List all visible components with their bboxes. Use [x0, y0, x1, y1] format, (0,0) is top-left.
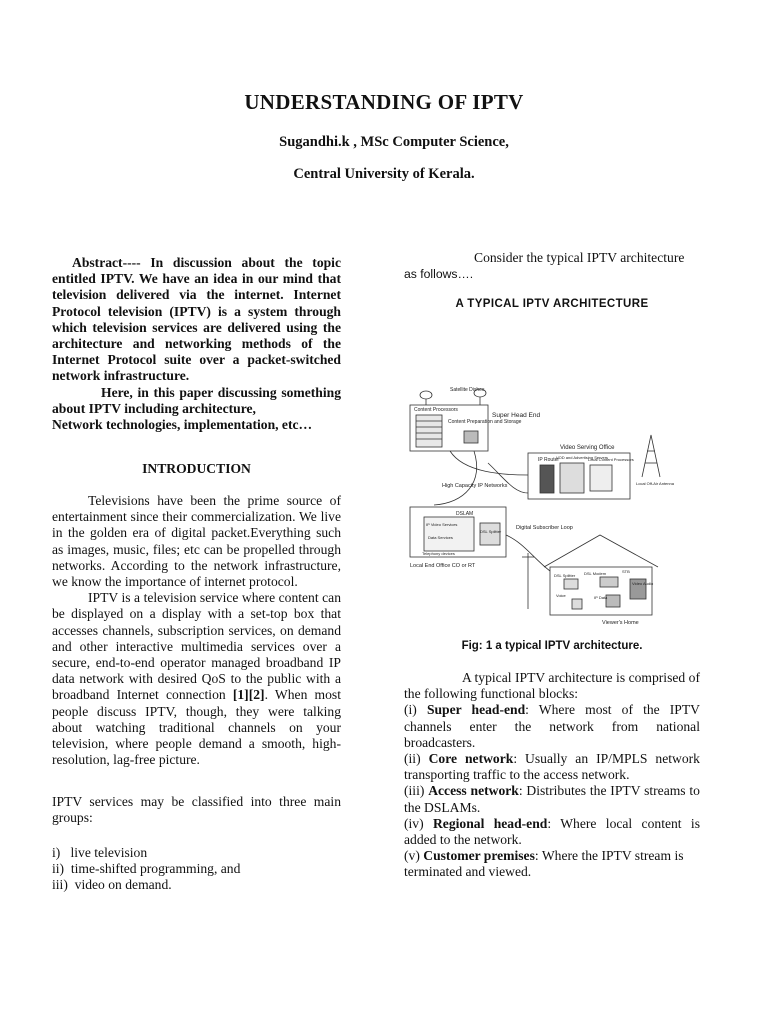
architecture-intro-line: Consider the typical IPTV architecture [474, 250, 685, 265]
figure-label-content-prep: Content Preparation and Storage [448, 419, 522, 425]
abstract-paragraph-3: Network technologies, implementation, etc… [52, 417, 313, 433]
block-item [404, 816, 700, 848]
intro-p2-text: IPTV is a television service where content can be displayed on a display with a set-top box that accesses channels, subscription services, on demand and other interactive multimedia services over a secure, end-to-end operator managed broadband IP data network with desired QoS to the public with a broadband Internet connection [52, 590, 341, 703]
abstract-section [52, 255, 341, 433]
architecture-blocks [404, 670, 700, 881]
figure-label-super-head-end: Super Head End [492, 412, 541, 419]
abstract-paragraph: Abstract---- In discussion about the topic entitled IPTV. We have an idea in our mind that television delivered via the internet. Internet Protocol television (IPTV) is a system through which television services are delivered using the architecture and networking methods of the Internet Protocol suite over a packet-switched network infrastructure. [52, 255, 341, 384]
figure-label-video-audio: Video Audio [632, 581, 654, 586]
block-item-term: Access network [428, 783, 519, 799]
intro-paragraph-2 [52, 590, 341, 768]
figure-label-voice: Voice [556, 593, 566, 598]
figure-label-ip-video: IP Video Services [426, 522, 458, 527]
figure-label-telephony: Telephony devices [422, 551, 455, 556]
block-item-term: Core network [428, 751, 514, 767]
block-item-prefix: (iii) [404, 783, 429, 799]
block-item-desc: : Where local content is added to the network. [404, 815, 700, 848]
block-item-desc: : Distributes the IPTV streams to the DSLAMs. [404, 783, 700, 815]
figure-label-high-capacity: High Capacity IP Networks [442, 483, 508, 489]
iptv-architecture-figure [404, 383, 700, 628]
architecture-intro-sans: as follows…. [404, 267, 474, 282]
intro-p2-text-end: . When most people discuss IPTV, though, they were talking about watching traditional channels on your television, where people demand a smooth, high-resolution, lag-free picture. [52, 687, 341, 768]
block-item-term: Regional head-end [432, 815, 548, 831]
block-item [404, 848, 700, 880]
figure-label-antenna: Local Off-Air Antenna [636, 481, 674, 486]
block-item-prefix: (v) [404, 848, 424, 864]
paper-title: UNDERSTANDING OF IPTV [244, 90, 524, 114]
block-item-term: Customer premises [423, 848, 535, 864]
figure-label-modem: DSL Modem [584, 571, 607, 576]
intro-paragraph-3: IPTV services may be classified into three main groups: [52, 794, 341, 826]
abstract-paragraph-2: Here, in this paper discussing something about IPTV including architecture, [52, 384, 341, 416]
introduction-heading: INTRODUCTION [142, 461, 251, 476]
blocks-intro: A typical IPTV architecture is comprised of the following functional blocks: [404, 670, 700, 702]
figure-label-vod: VOD and Advertising Servers [556, 455, 609, 460]
block-item [404, 751, 700, 783]
block-item [404, 783, 700, 815]
paper-affiliation: Central University of Kerala. [293, 166, 475, 182]
list-item: ii) time-shifted programming, and [52, 861, 241, 877]
introduction-body [52, 493, 341, 768]
figure-label-processors: Content Processors [414, 407, 458, 413]
figure-label-dsl-splitter: DSL Splitter [480, 529, 502, 534]
intro-services [52, 794, 341, 826]
figure-heading: A TYPICAL IPTV ARCHITECTURE [455, 298, 649, 310]
figure-label-data: Data Services [428, 535, 453, 540]
figure-label-vso: Video Serving Office [560, 445, 615, 451]
paper-author: Sugandhi.k , MSc Computer Science, [279, 134, 509, 150]
figure-label-dslam: DSLAM [456, 511, 474, 517]
block-item-desc: : Usually an IP/MPLS network transporting traffic to the access network. [404, 751, 700, 783]
block-item-desc: : Where the IPTV stream is terminated and viewed. [404, 848, 684, 880]
figure-label-stb: STB [622, 569, 630, 574]
figure-label-local-end-office: Local End Office CO or RT [410, 563, 476, 569]
figure-label-satellite: Satellite Dishes [450, 387, 485, 393]
figure-label-dsl-loop: Digital Subscriber Loop [516, 525, 573, 531]
block-item-prefix: (ii) [404, 751, 429, 767]
intro-paragraph-1: Televisions have been the prime source of entertainment since their commercialization. We live in the golden era of digital packet.Everything such as images, music, files; etc can be propelled through networks. According to the network infrastructure, we know the importance of internet protocol. [52, 493, 341, 590]
block-item-prefix: (iv) [404, 815, 433, 831]
architecture-intro [404, 250, 700, 282]
block-item-prefix: (i) [404, 702, 427, 718]
list-item: i) live television [52, 845, 148, 860]
services-list [52, 845, 341, 894]
figure-label-local-content: Local Content Processors [588, 457, 634, 462]
figure-label-ip-router: IP Router [538, 457, 560, 463]
block-item-desc: : Where most of the IPTV channels enter the network from national broadcasters. [404, 702, 700, 750]
block-item-term: Super head-end [426, 702, 526, 718]
block-item [404, 702, 700, 751]
citation: [1][2] [232, 687, 265, 703]
figure-label-ip-data: IP Data [594, 595, 608, 600]
figure-label-home-splitter: DSL Splitter [554, 573, 576, 578]
figure-label-viewers-home: Viewer's Home [602, 620, 639, 626]
figure-caption: Fig: 1 a typical IPTV architecture. [461, 640, 643, 652]
list-item: iii) video on demand. [52, 877, 172, 893]
